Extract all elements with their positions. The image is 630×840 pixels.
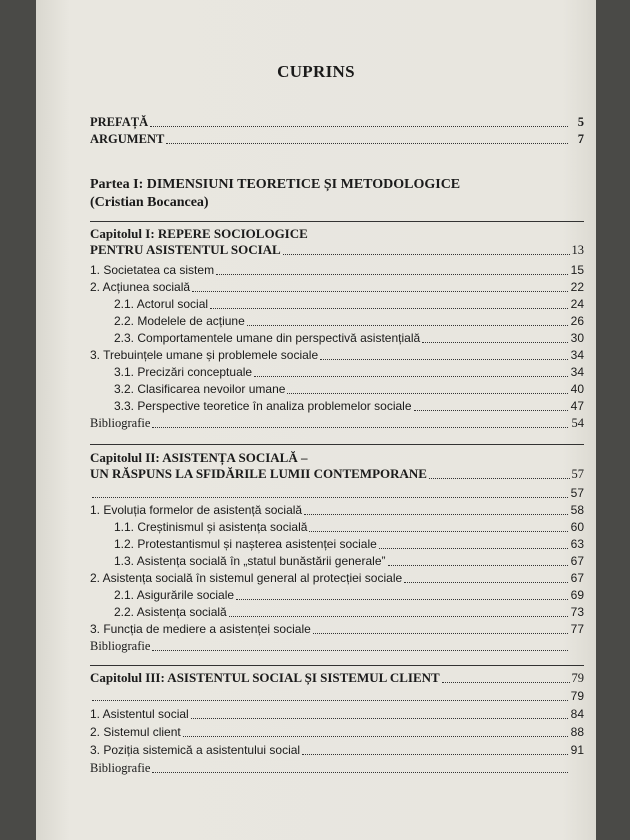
dot-leader	[429, 478, 570, 479]
dot-leader	[388, 565, 569, 566]
toc-entry: 2.2. Modelele de acțiune 26	[114, 314, 584, 328]
toc-entry-bibliography: Bibliografie	[90, 638, 584, 654]
toc-entry: 2. Sistemul client 88	[90, 725, 584, 739]
dot-leader	[152, 427, 568, 428]
toc-entry: 3.2. Clasificarea nevoilor umane 40	[114, 382, 584, 396]
dot-leader	[192, 291, 568, 292]
toc-entry: 1.3. Asistența socială în „statul bunăstării generale” 67	[114, 554, 584, 568]
toc-entry: 1. Evoluția formelor de asistență socială 58	[90, 503, 584, 517]
chapter-divider	[90, 221, 584, 222]
chapter-divider	[90, 665, 584, 666]
toc-entry: 1.2. Protestantismul și nașterea asistenței sociale 63	[114, 537, 584, 551]
toc-entry-argument: ARGUMENT 7	[90, 132, 584, 146]
dot-leader	[404, 582, 568, 583]
toc-entry: 2.3. Comportamentele umane din perspectivă asistențială 30	[114, 331, 584, 345]
dot-leader	[302, 754, 568, 755]
dot-leader	[92, 700, 568, 701]
dot-leader	[304, 514, 568, 515]
toc-entry: 2.1. Asigurările sociale 69	[114, 588, 584, 602]
dot-leader	[210, 308, 568, 309]
dot-leader	[216, 274, 568, 275]
toc-entry: 2.2. Asistența socială 73	[114, 605, 584, 619]
toc-entry: 57	[90, 485, 584, 501]
page-title: CUPRINS	[277, 62, 355, 81]
toc-entry: 79	[90, 688, 584, 704]
toc-entry: 3.3. Perspective teoretice în analiza problemelor sociale 47	[114, 399, 584, 413]
part-heading: Partea I: DIMENSIUNI TEORETICE ȘI METODOLOGICE (Cristian Bocancea)	[90, 177, 461, 210]
dot-leader	[166, 143, 568, 144]
toc-entry: 2. Asistența socială în sistemul general al protecției sociale 67	[90, 571, 584, 585]
dot-leader	[442, 682, 570, 683]
toc-entry: 3. Funcția de mediere a asistenței sociale 77	[90, 622, 584, 636]
toc-entry: 3.1. Precizări conceptuale 34	[114, 365, 584, 379]
dot-leader	[152, 772, 568, 773]
dot-leader	[320, 359, 568, 360]
dot-leader	[183, 736, 568, 737]
toc-entry: 2. Acțiunea socială 22	[90, 280, 584, 294]
toc-entry: 1. Societatea ca sistem 15	[90, 263, 584, 277]
dot-leader	[152, 650, 568, 651]
dot-leader	[150, 126, 568, 127]
chapter-divider	[90, 444, 584, 445]
chapter-heading-2: Capitolul II: ASISTENȚA SOCIALĂ – UN RĂSPUNS LA SFIDĂRILE LUMII CONTEMPORANE 57	[90, 450, 584, 481]
dot-leader	[229, 616, 568, 617]
chapter-heading-3: Capitolul III: ASISTENTUL SOCIAL ȘI SISTEMUL CLIENT 79	[90, 670, 584, 685]
dot-leader	[287, 393, 568, 394]
dot-leader	[92, 497, 568, 498]
dot-leader	[236, 599, 568, 600]
chapter-heading-1: Capitolul I: REPERE SOCIOLOGICE PENTRU ASISTENTUL SOCIAL 13	[90, 226, 584, 257]
toc-entry-prefata: PREFAȚĂ 5	[90, 115, 584, 129]
dot-leader	[313, 633, 568, 634]
toc-entry: 3. Trebuințele umane și problemele sociale 34	[90, 348, 584, 362]
dot-leader	[422, 342, 568, 343]
toc-entry: 2.1. Actorul social 24	[114, 297, 584, 311]
dot-leader	[379, 548, 568, 549]
book-page	[36, 0, 596, 840]
dot-leader	[191, 718, 568, 719]
dot-leader	[283, 254, 570, 255]
toc-entry-bibliography: Bibliografie 54	[90, 416, 584, 430]
toc-entry: 1.1. Creștinismul și asistența socială 60	[114, 520, 584, 534]
dot-leader	[247, 325, 568, 326]
toc-entry: 1. Asistentul social 84	[90, 707, 584, 721]
toc-entry: 3. Poziția sistemică a asistentului social 91	[90, 743, 584, 757]
dot-leader	[254, 376, 568, 377]
dot-leader	[414, 410, 569, 411]
dot-leader	[309, 531, 568, 532]
toc-entry-bibliography: Bibliografie	[90, 760, 584, 776]
